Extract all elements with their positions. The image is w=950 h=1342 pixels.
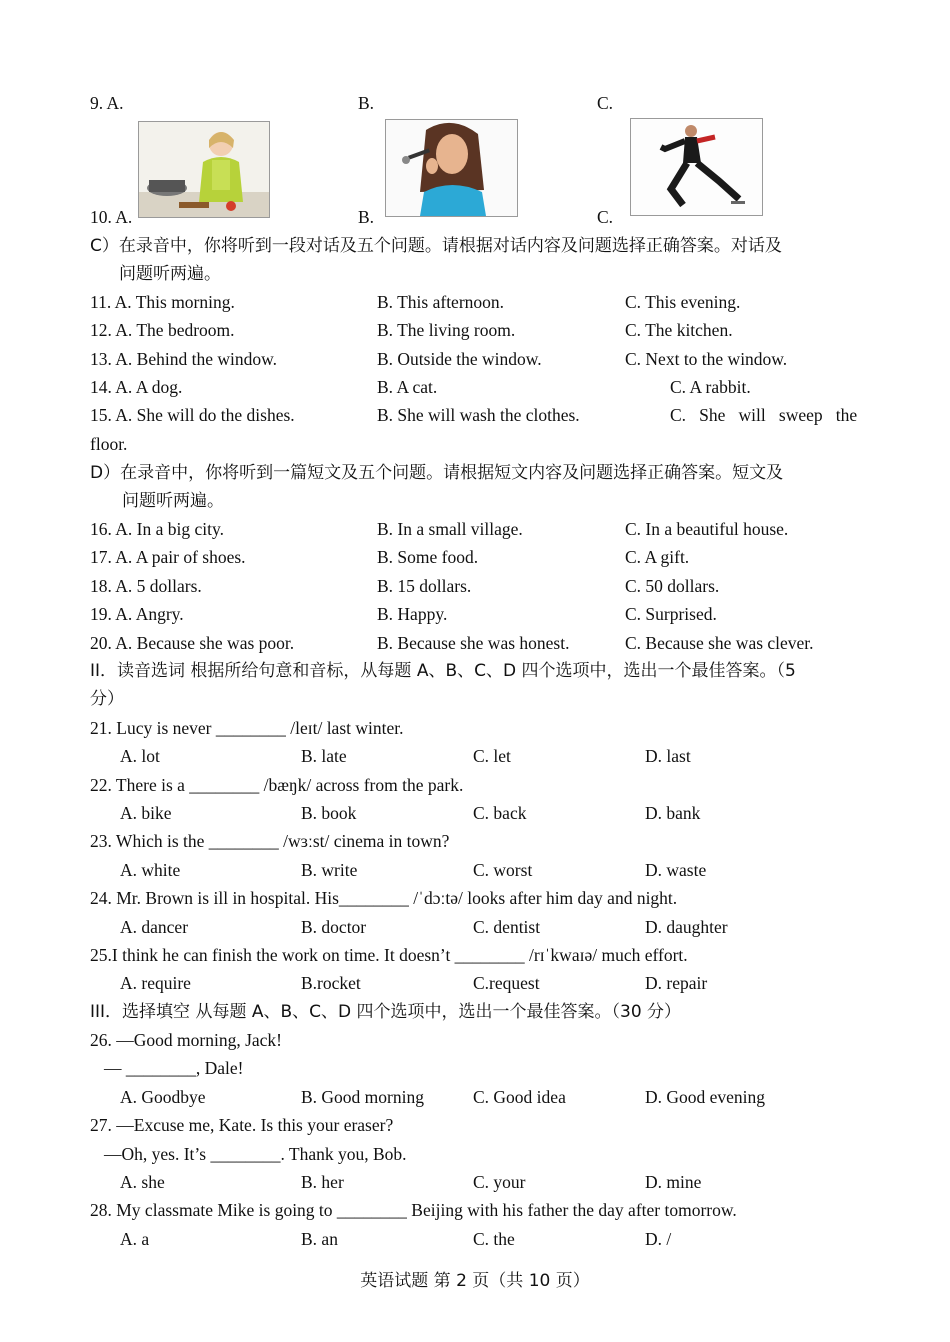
q25-option-a: A. require: [120, 973, 191, 993]
q17-option-c: C. A gift.: [625, 547, 690, 567]
q26-response: — ________, Dale!: [104, 1058, 244, 1078]
q23-option-d: D. waste: [645, 860, 707, 880]
q9-option-b: B.: [358, 93, 375, 113]
singing-girl-image: [385, 119, 518, 217]
section-ii-instruction-cont: 分）: [90, 689, 124, 709]
q28-stem: 28. My classmate Mike is going to ________ Beijing with his father the day after tomorrow.: [90, 1200, 737, 1220]
q17-option-a: 17. A. A pair of shoes.: [90, 547, 246, 567]
section-d-instruction-cont: 问题听两遍。: [122, 491, 224, 511]
q28-option-b: B. an: [301, 1229, 338, 1249]
q13-option-c: C. Next to the window.: [625, 349, 788, 369]
q15-option-b: B. She will wash the clothes.: [377, 405, 580, 425]
q12-option-a: 12. A. The bedroom.: [90, 320, 235, 340]
q22-stem: 22. There is a ________ /bæŋk/ across from the park.: [90, 775, 464, 795]
q12-option-b: B. The living room.: [377, 320, 516, 340]
q27-stem: 27. —Excuse me, Kate. Is this your eraser?: [90, 1115, 394, 1135]
q26-option-c: C. Good idea: [473, 1087, 566, 1107]
q16-option-b: B. In a small village.: [377, 519, 523, 539]
q18-option-a: 18. A. 5 dollars.: [90, 576, 202, 596]
q20-option-c: C. Because she was clever.: [625, 633, 814, 653]
q26-option-d: D. Good evening: [645, 1087, 766, 1107]
q23-stem: 23. Which is the ________ /wɜːst/ cinema in town?: [90, 831, 450, 851]
q21-option-d: D. last: [645, 746, 691, 766]
q27-option-c: C. your: [473, 1172, 526, 1192]
q24-stem: 24. Mr. Brown is ill in hospital. His________ /ˈdɔːtə/ looks after him day and night.: [90, 888, 678, 908]
section-c-instruction: C）在录音中，你将听到一段对话及五个问题。请根据对话内容及问题选择正确答案。对话及: [90, 236, 782, 256]
q12-option-c: C. The kitchen.: [625, 320, 733, 340]
q16-option-a: 16. A. In a big city.: [90, 519, 224, 539]
q25-stem: 25.I think he can finish the work on time. It doesn’t ________ /rɪˈkwaɪə/ much effort.: [90, 945, 688, 965]
q21-stem: 21. Lucy is never ________ /leɪt/ last winter.: [90, 718, 404, 738]
q18-option-b: B. 15 dollars.: [377, 576, 472, 596]
q9-option-c: C.: [597, 93, 614, 113]
q23-option-c: C. worst: [473, 860, 533, 880]
q27-option-a: A. she: [120, 1172, 165, 1192]
cooking-woman-image: [138, 121, 270, 218]
section-d-instruction: D）在录音中，你将听到一篇短文及五个问题。请根据短文内容及问题选择正确答案。短文及: [90, 463, 784, 483]
q26-option-a: A. Goodbye: [120, 1087, 206, 1107]
q25-option-c: C.request: [473, 973, 540, 993]
q15-option-a: 15. A. She will do the dishes.: [90, 405, 295, 425]
q24-option-c: C. dentist: [473, 917, 541, 937]
ice-skater-image: [630, 118, 763, 216]
q23-option-b: B. write: [301, 860, 358, 880]
q23-option-a: A. white: [120, 860, 181, 880]
q21-option-b: B. late: [301, 746, 347, 766]
q14-option-a: 14. A. A dog.: [90, 377, 183, 397]
q22-option-d: D. bank: [645, 803, 701, 823]
q26-option-b: B. Good morning: [301, 1087, 424, 1107]
q22-option-a: A. bike: [120, 803, 172, 823]
q19-option-c: C. Surprised.: [625, 604, 717, 624]
q25-option-d: D. repair: [645, 973, 708, 993]
q14-option-c: C. A rabbit.: [670, 377, 751, 397]
q14-option-b: B. A cat.: [377, 377, 438, 397]
q24-option-a: A. dancer: [120, 917, 189, 937]
q24-option-b: B. doctor: [301, 917, 367, 937]
q19-option-a: 19. A. Angry.: [90, 604, 184, 624]
q11-option-c: C. This evening.: [625, 292, 741, 312]
q26-stem: 26. —Good morning, Jack!: [90, 1030, 282, 1050]
q16-option-c: C. In a beautiful house.: [625, 519, 789, 539]
q19-option-b: B. Happy.: [377, 604, 448, 624]
q13-option-b: B. Outside the window.: [377, 349, 542, 369]
q21-option-a: A. lot: [120, 746, 160, 766]
q28-option-c: C. the: [473, 1229, 515, 1249]
q27-option-d: D. mine: [645, 1172, 702, 1192]
page-footer: 英语试题 第 2 页（共 10 页）: [360, 1271, 590, 1291]
q22-option-c: C. back: [473, 803, 527, 823]
q27-response: —Oh, yes. It’s ________. Thank you, Bob.: [104, 1144, 407, 1164]
section-iii-instruction: III．选择填空 从每题 A、B、C、D 四个选项中，选出一个最佳答案。（30 分）: [90, 1002, 682, 1022]
q20-option-b: B. Because she was honest.: [377, 633, 570, 653]
q11-option-b: B. This afternoon.: [377, 292, 505, 312]
q27-option-b: B. her: [301, 1172, 344, 1192]
q28-option-d: D. /: [645, 1229, 672, 1249]
q22-option-b: B. book: [301, 803, 357, 823]
q15-option-c: C. She will sweep the: [670, 405, 858, 425]
section-ii-instruction: II．读音选词 根据所给句意和音标，从每题 A、B、C、D 四个选项中，选出一个最佳答案。（5: [90, 661, 796, 681]
q13-option-a: 13. A. Behind the window.: [90, 349, 277, 369]
q9-label: 9. A.: [90, 93, 124, 113]
q10-option-c: C.: [597, 207, 614, 227]
q10-label: 10. A.: [90, 207, 133, 227]
q24-option-d: D. daughter: [645, 917, 728, 937]
q25-option-b: B.rocket: [301, 973, 361, 993]
q20-option-a: 20. A. Because she was poor.: [90, 633, 295, 653]
q28-option-a: A. a: [120, 1229, 150, 1249]
q21-option-c: C. let: [473, 746, 511, 766]
q11-option-a: 11. A. This morning.: [90, 292, 235, 312]
q15-option-c-cont: floor.: [90, 434, 128, 454]
section-c-instruction-cont: 问题听两遍。: [119, 264, 221, 284]
q18-option-c: C. 50 dollars.: [625, 576, 720, 596]
q10-option-b: B.: [358, 207, 375, 227]
q17-option-b: B. Some food.: [377, 547, 479, 567]
